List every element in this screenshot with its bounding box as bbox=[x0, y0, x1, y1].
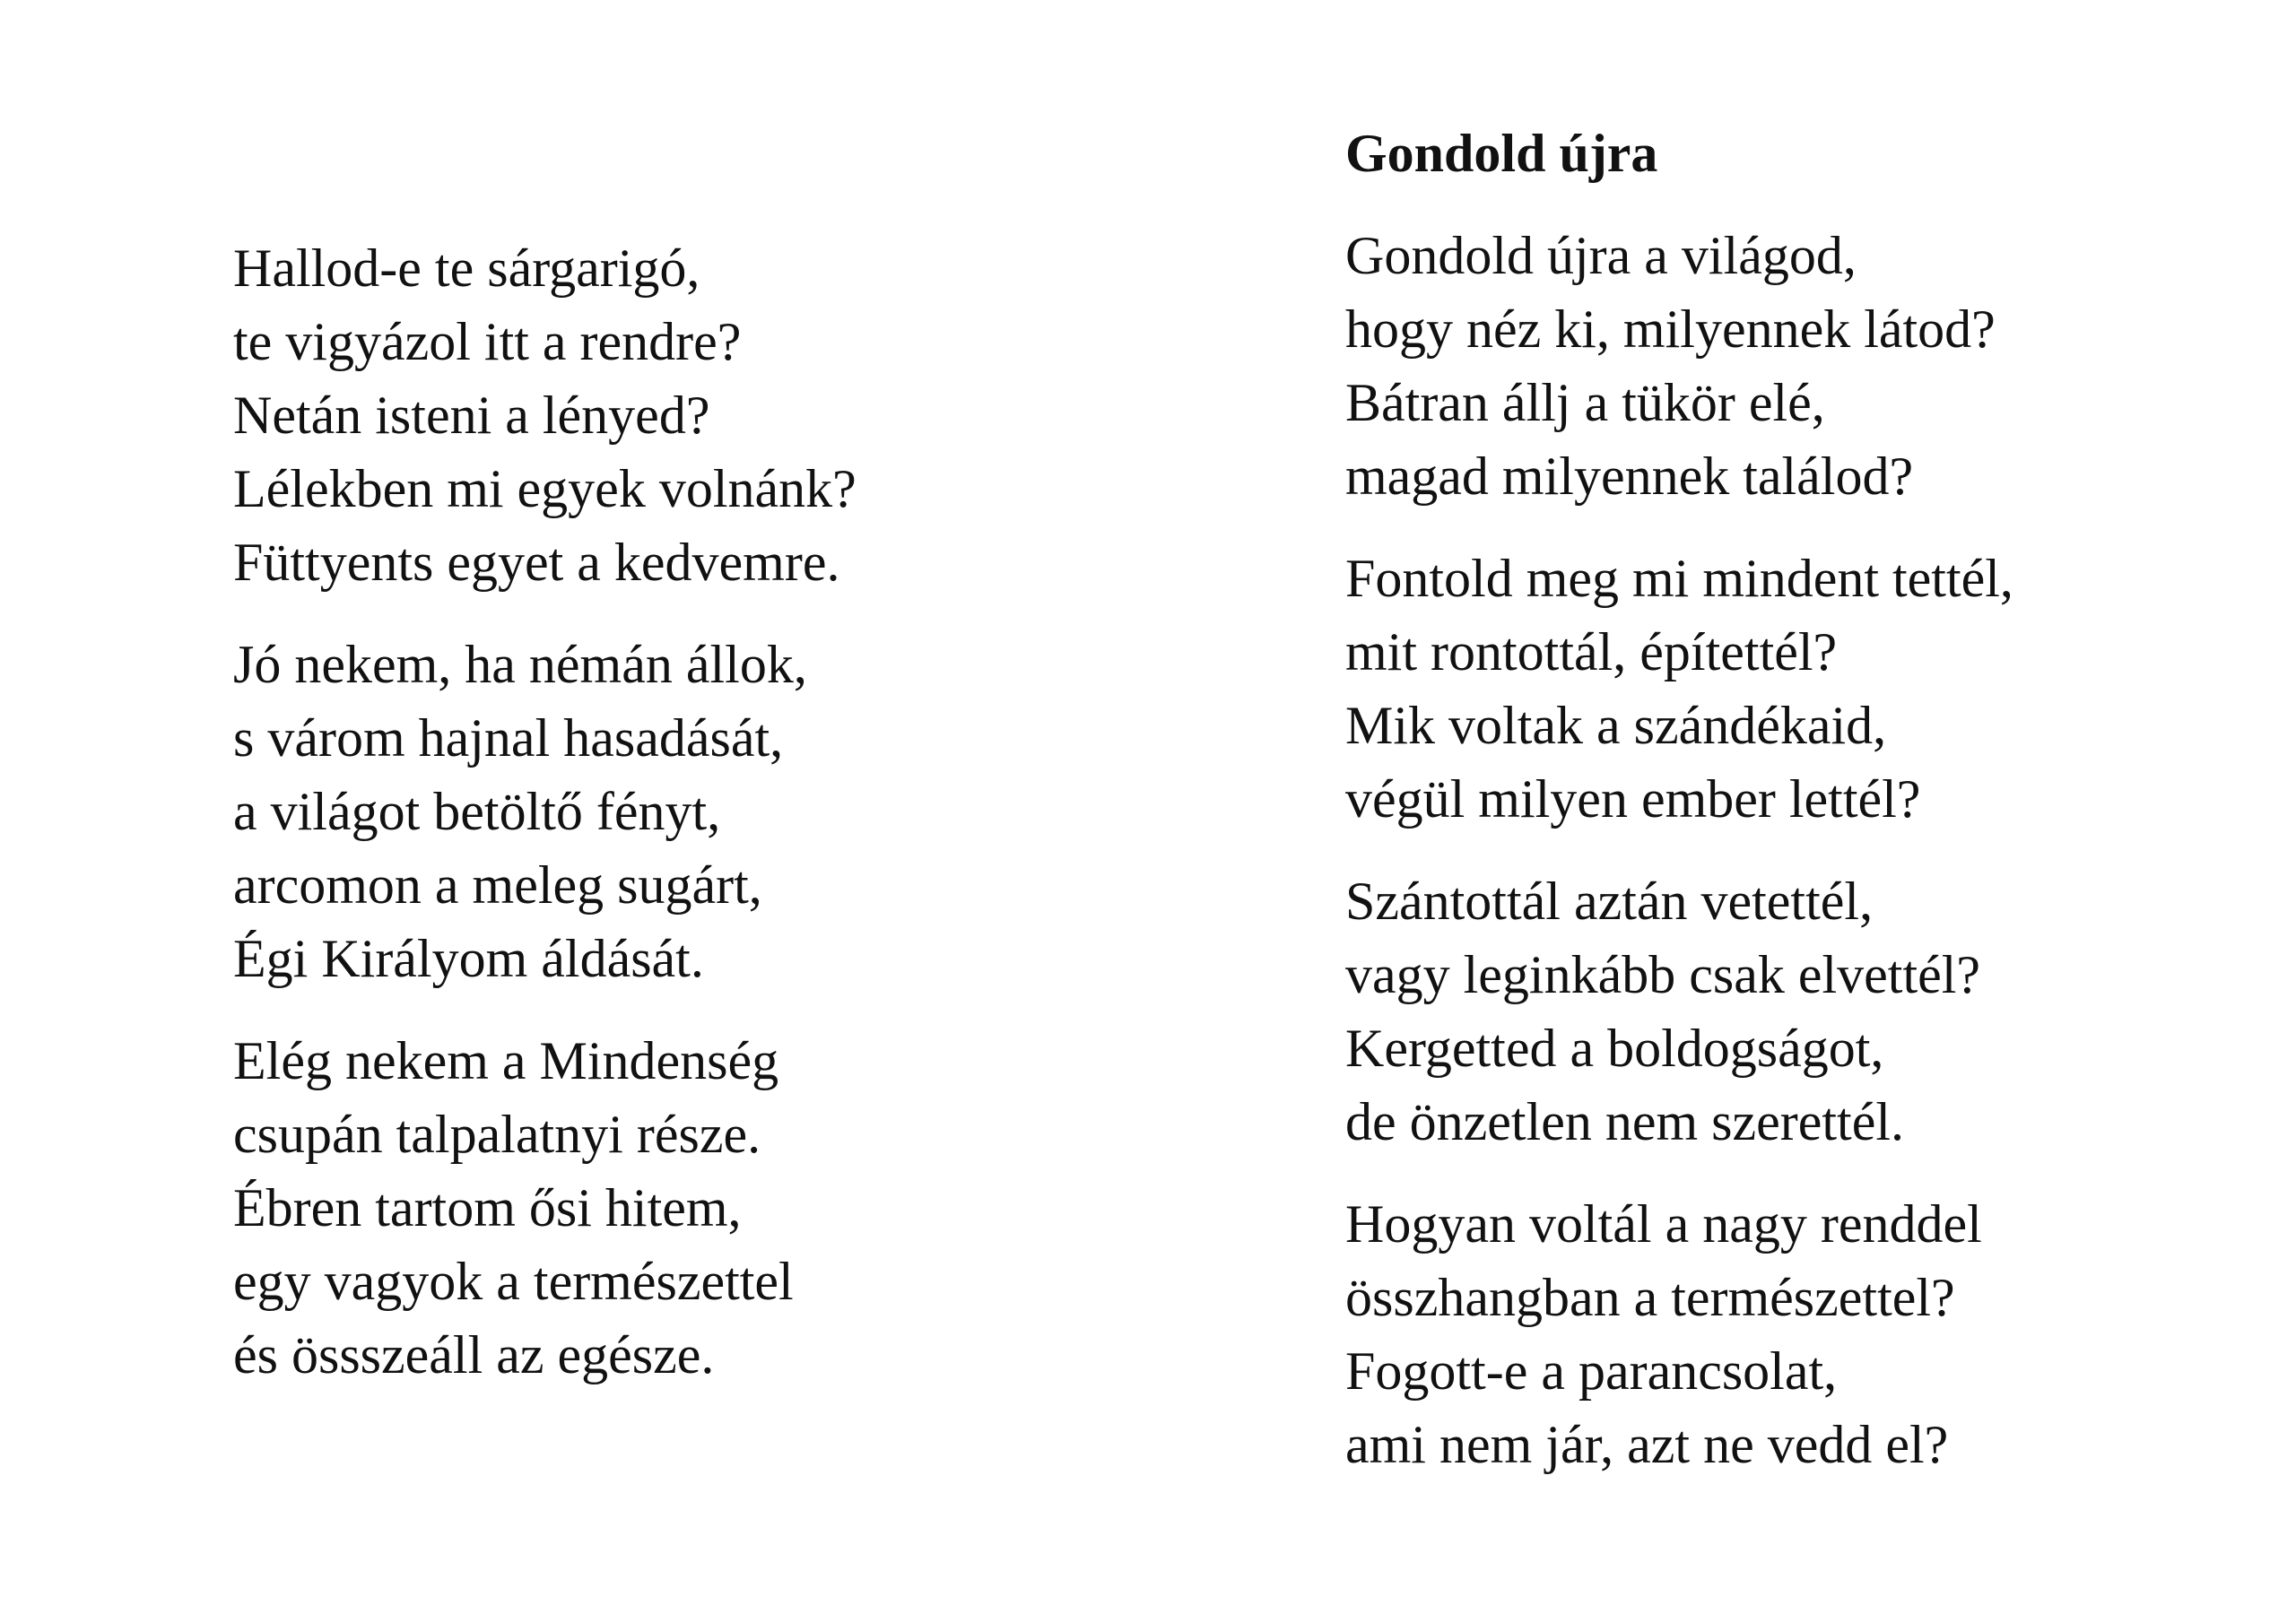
poem-line: Lélekben mi egyek volnánk? bbox=[233, 459, 857, 518]
poem-line: Égi Királyom áldását. bbox=[233, 929, 704, 988]
stanza-2 bbox=[233, 628, 857, 995]
stanza-2 bbox=[1345, 542, 2013, 836]
poem-line: Kergetted a boldogságot, bbox=[1345, 1019, 1884, 1078]
poem-line: ami nem jár, azt ne vedd el? bbox=[1345, 1415, 1949, 1474]
stanza-1 bbox=[233, 231, 857, 599]
poem-line: a világot betöltő fényt, bbox=[233, 782, 721, 841]
poem-line: mit rontottál, építettél? bbox=[1345, 622, 1838, 681]
poem-line: Mik voltak a szándékaid, bbox=[1345, 696, 1887, 755]
right-page bbox=[1148, 0, 2296, 1623]
poem-line: Ébren tartom ősi hitem, bbox=[233, 1178, 742, 1237]
poem-line: végül milyen ember lettél? bbox=[1345, 769, 1921, 829]
poem-line: s várom hajnal hasadását, bbox=[233, 708, 784, 768]
poem-line: Füttyents egyet a kedvemre. bbox=[233, 533, 840, 592]
poem-line: te vigyázol itt a rendre? bbox=[233, 312, 742, 371]
poem-line: csupán talpalatnyi része. bbox=[233, 1105, 761, 1164]
poem-line: vagy leginkább csak elvettél? bbox=[1345, 945, 1981, 1004]
poem-line: Szántottál aztán vetettél, bbox=[1345, 872, 1874, 931]
poem-title: Gondold újra bbox=[1345, 124, 1658, 183]
stanza-4 bbox=[1345, 1187, 2013, 1481]
poem-line: Hogyan voltál a nagy renddel bbox=[1345, 1194, 1982, 1254]
poem-line: Bátran állj a tükör elé, bbox=[1345, 373, 1825, 432]
poem-line: és össszeáll az egésze. bbox=[233, 1325, 715, 1384]
poem-line: Jó nekem, ha némán állok, bbox=[233, 635, 807, 694]
poem-line: egy vagyok a természettel bbox=[233, 1252, 794, 1311]
poem-line: de önzetlen nem szerettél. bbox=[1345, 1092, 1905, 1151]
poem-line: Hallod-e te sárgarigó, bbox=[233, 239, 700, 298]
left-poem bbox=[233, 231, 857, 1420]
poem-line: Fontold meg mi mindent tettél, bbox=[1345, 549, 2013, 608]
poem-line: arcomon a meleg sugárt, bbox=[233, 855, 762, 915]
poem-line: magad milyennek találod? bbox=[1345, 447, 1914, 506]
poem-line: Gondold újra a világod, bbox=[1345, 226, 1857, 285]
stanza-3 bbox=[1345, 864, 2013, 1159]
poem-line: Netán isteni a lényed? bbox=[233, 386, 710, 445]
stanza-1 bbox=[1345, 219, 2013, 513]
poem-line: Fogott-e a parancsolat, bbox=[1345, 1341, 1838, 1401]
stanza-3 bbox=[233, 1024, 857, 1392]
poem-line: Elég nekem a Mindenség bbox=[233, 1031, 779, 1090]
right-poem bbox=[1345, 117, 2013, 1510]
poem-line: összhangban a természettel? bbox=[1345, 1268, 1955, 1327]
poem-line: hogy néz ki, milyennek látod? bbox=[1345, 299, 1996, 359]
